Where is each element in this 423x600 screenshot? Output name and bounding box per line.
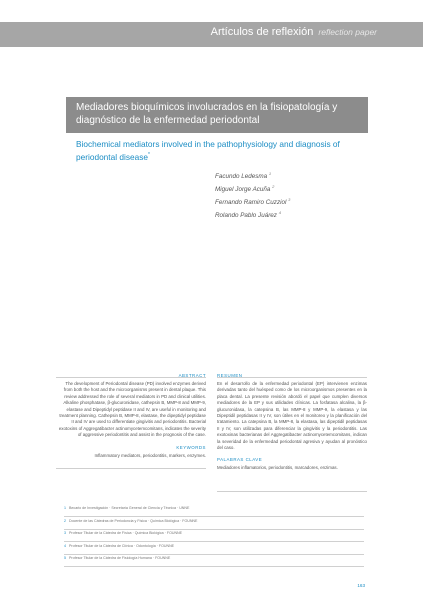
footnote (64, 506, 364, 517)
author-name: Miguel Jorge Acuña (215, 186, 271, 194)
palabras-clave-divider (217, 491, 367, 492)
author (215, 208, 375, 221)
footnote-text: Profesor Titular de la Cátedra de Clínica · Odontología · FOUNNE (69, 543, 175, 548)
section-name: Artículos de reflexión (210, 26, 314, 38)
author (215, 169, 375, 182)
footnote-text: Profesor Titular de la Cátedra de Física · Química Biológica · FOUNNE (69, 531, 183, 535)
footnote-text: Profesor Titular de la Cátedra de Fisiología Humana · FOUNNE (69, 556, 171, 560)
abstract-text: The development of Periodontal disease (PD) involved enzymes derived from both the host and the microorganisms present in dental plaque. This review addressed the role of several mediators in PD and clinical utilities. Alkaline phosphatase, β-glucuronidase, cathepsin B, MMP-8 and MMP-9, elastase and Dipeptidyl peptidase II and IV, are useful in monitoring and treatment planning. Cathepsin B, MMP-8, elastase, the dipeptidyl peptidase II and IV are used to differentiate gingivitis and periodontitis. Bacterial exotoxins of Aggregatibacter actinomycetemcomitans, indicates the severity of aggressive periodontitis and assist in the prognosis of the case. (58, 381, 206, 438)
keywords-heading: KEYWORDS (176, 444, 206, 450)
author-list (215, 169, 375, 221)
resumen-column (217, 373, 367, 472)
footnote-number: 2 (64, 518, 66, 523)
author-affiliation: 4 (278, 210, 281, 216)
footnote (64, 519, 364, 530)
abstract-column (56, 373, 206, 459)
palabras-clave-text: Mediadores inflamatorios, periodontitis, marcadores, enzimas. (217, 465, 338, 471)
article-title-spanish: Mediadores bioquímicos involucrados en la fisiopatología y diagnóstico de la enfermedad periodontal (76, 102, 338, 126)
author-affiliation: 1 (268, 171, 272, 176)
palabras-clave-heading: PALABRAS CLAVE (217, 457, 263, 463)
article-title-english (76, 139, 366, 163)
footnote-number: 3 (64, 531, 66, 535)
footnote-text: Becario de Investigación · Secretaría General de Ciencia y Técnica · UNNE (69, 506, 190, 510)
resumen-text: En el desarrollo de la enfermedad periodontal (EP) intervienen enzimas derivadas tanto del huésped como de los microorganismos presentes en la placa dental. La presente revisión abordó el papel que cumplen diversos mediadores de la EP y sus utilidades clínicas. La fosfatasa alcalina, la β-glucuronidasa, la catepsina B, las MMP-8 y MMP-9, la elastasa y las Dipeptidil peptidasas II y IV, son útiles en el monitoreo y la planificación del tratamiento. La catepsina B, la MMP-8, la elastasa, las dipeptidil peptidasas II y IV, son utilizadas para diferenciar la gingivitis y la periodontitis. Las exotoxinas bacterianas del Aggregatibacter actinomycetemcomitans, indican la severidad de la enfermedad periodontal agresiva y ayudan al pronóstico del caso. (217, 381, 367, 451)
footnote (64, 544, 364, 555)
keywords-text: Inflammatory mediators, periodontitis, markers, enzymes. (94, 452, 206, 458)
author-name: Rolando Pablo Juárez (215, 212, 277, 220)
keywords-divider (56, 468, 206, 469)
section-name-english: reflection paper (318, 27, 377, 37)
footnote-text: Docente de las Cátedras de Periodoncia y Física · Química Biológica · FOUNNE (69, 518, 198, 523)
section-header (211, 26, 377, 38)
footnotes (64, 506, 364, 569)
abstract-heading: ABSTRACT (178, 373, 206, 378)
author-name: Facundo Ledesma (215, 173, 268, 181)
author (215, 182, 375, 195)
footnote-number: 1 (64, 506, 66, 510)
author-name: Fernando Ramiro Cuzziol (215, 199, 287, 207)
author-affiliation: 3 (288, 197, 291, 203)
footnote (64, 531, 364, 542)
footnote-number: 4 (64, 543, 66, 548)
footnote (64, 556, 364, 567)
author (215, 195, 375, 208)
resumen-divider (217, 377, 367, 378)
abstract-divider (56, 377, 206, 378)
footnote-number: 5 (64, 556, 66, 560)
page-number: 163 (357, 583, 365, 588)
title-footnote-mark: * (147, 152, 150, 158)
author-affiliation: 2 (272, 184, 275, 190)
article-title-english-text: Biochemical mediators involved in the pathophysiology and diagnosis of periodontal disease (76, 139, 340, 162)
resumen-heading: RESUMEN (217, 373, 243, 378)
